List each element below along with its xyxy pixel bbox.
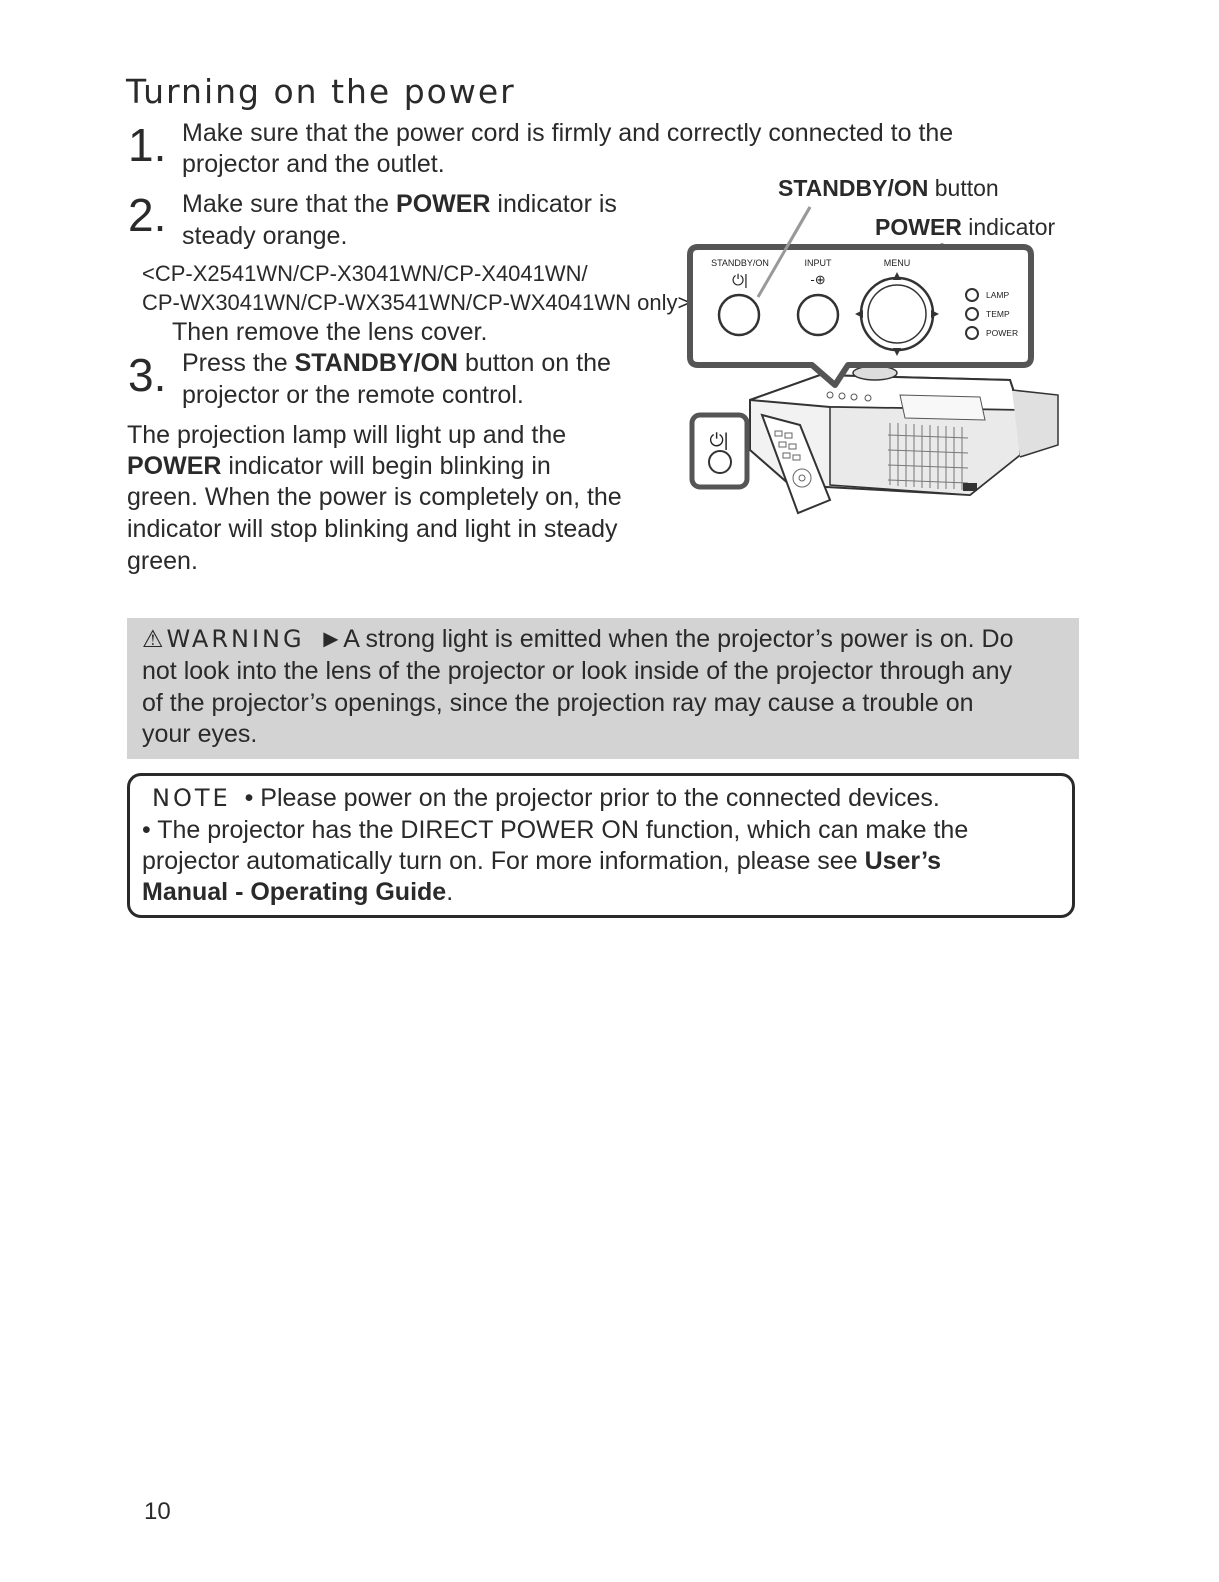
- step-3-line-1: Press the STANDBY/ON button on the: [182, 349, 611, 377]
- note-line-1: NOTE • Please power on the projector prior to the connected devices.: [152, 784, 940, 812]
- warning-line-2: not look into the lens of the projector or look inside of the projector through any: [142, 657, 1012, 685]
- step-2-line-2: steady orange.: [182, 222, 348, 250]
- panel-menu-button: [868, 285, 926, 343]
- panel-standby-button: [719, 295, 759, 335]
- para-line-4: indicator will stop blinking and light in steady: [127, 515, 618, 543]
- para-line-2: POWER indicator will begin blinking in: [127, 452, 551, 480]
- warning-icon: ⚠: [142, 625, 167, 653]
- projector-illustration: [680, 195, 1060, 520]
- panel-power-indicator: [966, 327, 978, 339]
- panel-input-icon: -⊕: [810, 272, 826, 287]
- para-line-3: green. When the power is completely on, the: [127, 483, 622, 511]
- para-line-5: green.: [127, 547, 198, 575]
- warning-line-3: of the projector’s openings, since the projection ray may cause a trouble on: [142, 689, 974, 717]
- note-label: NOTE: [152, 784, 231, 812]
- callout-power-indicator: POWER indicator: [875, 214, 1056, 240]
- step-3-number: 3.: [128, 349, 167, 401]
- models-line-1: <CP-X2541WN/CP-X3041WN/CP-X4041WN/: [142, 261, 588, 286]
- note-line-4: Manual - Operating Guide.: [142, 878, 454, 906]
- models-line-2: CP-WX3041WN/CP-WX3541WN/CP-WX4041WN only>: [142, 290, 691, 315]
- page-number: 10: [144, 1498, 171, 1525]
- panel-label-input: INPUT: [804, 258, 832, 268]
- panel-label-temp: TEMP: [986, 309, 1010, 319]
- step-2-line-1: Make sure that the POWER indicator is: [182, 190, 617, 218]
- step-1-line-2: projector and the outlet.: [182, 150, 445, 178]
- warning-label: WARNING: [166, 625, 305, 653]
- step-2-number: 2.: [128, 189, 167, 241]
- panel-label-menu: MENU: [883, 258, 911, 268]
- warning-line-1: ⚠WARNING ►A strong light is emitted when the projector’s power is on. Do: [142, 625, 1014, 653]
- panel-label-power: POWER: [986, 328, 1019, 338]
- control-panel: [690, 247, 1031, 385]
- page-title: Turning on the power: [126, 72, 516, 111]
- panel-label-lamp: LAMP: [986, 290, 1010, 300]
- panel-power-icon: ⏻|: [732, 272, 748, 289]
- warning-line-4: your eyes.: [142, 720, 258, 748]
- note-line-2: • The projector has the DIRECT POWER ON function, which can make the: [142, 816, 969, 844]
- step-1-number: 1.: [128, 119, 167, 171]
- step-1-line-1: Make sure that the power cord is firmly and correctly connected to the: [182, 119, 954, 147]
- panel-label-standby: STANDBY/ON: [711, 258, 769, 268]
- note-line-3: projector automatically turn on. For more information, please see User’s: [142, 847, 942, 875]
- svg-text:⏻|: ⏻|: [709, 430, 729, 450]
- remote-standby-inset: [692, 415, 747, 487]
- step-2-extra: Then remove the lens cover.: [172, 318, 488, 346]
- panel-input-button: [798, 295, 838, 335]
- callout-standby-button: STANDBY/ON button: [778, 175, 999, 201]
- para-line-1: The projection lamp will light up and the: [127, 421, 567, 449]
- step-3-line-2: projector or the remote control.: [182, 381, 524, 409]
